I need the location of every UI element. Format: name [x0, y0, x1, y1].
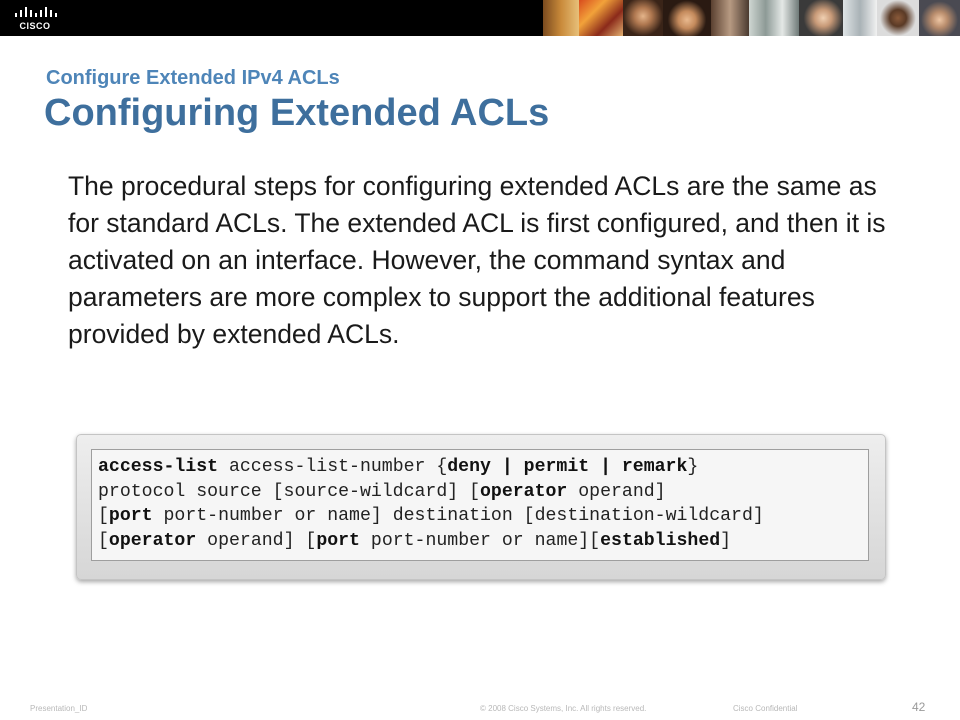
logo-text: CISCO — [19, 21, 51, 31]
code-text: ] — [720, 530, 732, 551]
code-text: protocol source [source-wildcard] [ — [98, 481, 480, 502]
code-text: operand] [ — [196, 530, 317, 551]
code-keyword: operator — [480, 481, 568, 502]
person-photo-icon — [623, 0, 663, 36]
collage-photo-icon — [579, 0, 623, 36]
code-keyword: operator — [108, 530, 197, 551]
code-text: } — [687, 457, 699, 477]
slide-title: Configuring Extended ACLs — [44, 92, 550, 134]
code-text: port-number or name][ — [359, 530, 601, 551]
person-photo-icon — [877, 0, 919, 36]
footer-copyright: © 2008 Cisco Systems, Inc. All rights reserved. — [480, 704, 647, 713]
code-line — [98, 455, 868, 480]
body-paragraph: The procedural steps for configuring extended ACLs are the same as for standard ACLs. The extended ACL is first configured, and then it is activated on an interface. However, the command syntax and parameters are more complex to support the additional features provided by extended ACLs. — [68, 171, 886, 349]
code-text: access-list-number { — [218, 457, 448, 477]
code-keyword: deny | permit | remark — [447, 457, 688, 477]
footer-confidential: Cisco Confidential — [733, 704, 798, 713]
code-keyword: access-list — [98, 457, 219, 477]
slide-subtitle: Configure Extended IPv4 ACLs — [46, 67, 340, 89]
code-text: operand] — [567, 481, 666, 502]
code-line — [98, 504, 868, 529]
collage-photo-icon — [843, 0, 877, 36]
code-line — [98, 529, 868, 554]
code-text: [ — [98, 530, 109, 551]
collage-photo-icon — [749, 0, 799, 36]
code-keyword: established — [600, 530, 721, 551]
page-number: 42 — [912, 700, 926, 714]
code-line — [98, 480, 868, 505]
code-text: [ — [98, 506, 109, 526]
person-photo-icon — [543, 0, 579, 36]
command-syntax-box — [91, 449, 869, 561]
code-text: port-number or name] destination [destination-wildcard] — [152, 506, 764, 526]
person-photo-icon — [711, 0, 749, 36]
top-banner — [0, 0, 960, 36]
code-keyword: port — [316, 530, 360, 551]
person-photo-icon — [663, 0, 711, 36]
code-keyword: port — [108, 506, 153, 526]
person-photo-icon — [799, 0, 843, 36]
code-panel — [76, 434, 886, 580]
header-photo-strip — [543, 0, 960, 36]
person-photo-icon — [919, 0, 960, 36]
cisco-logo — [12, 5, 58, 33]
footer-presentation-id: Presentation_ID — [30, 704, 88, 713]
cisco-bridge-icon — [12, 5, 58, 19]
